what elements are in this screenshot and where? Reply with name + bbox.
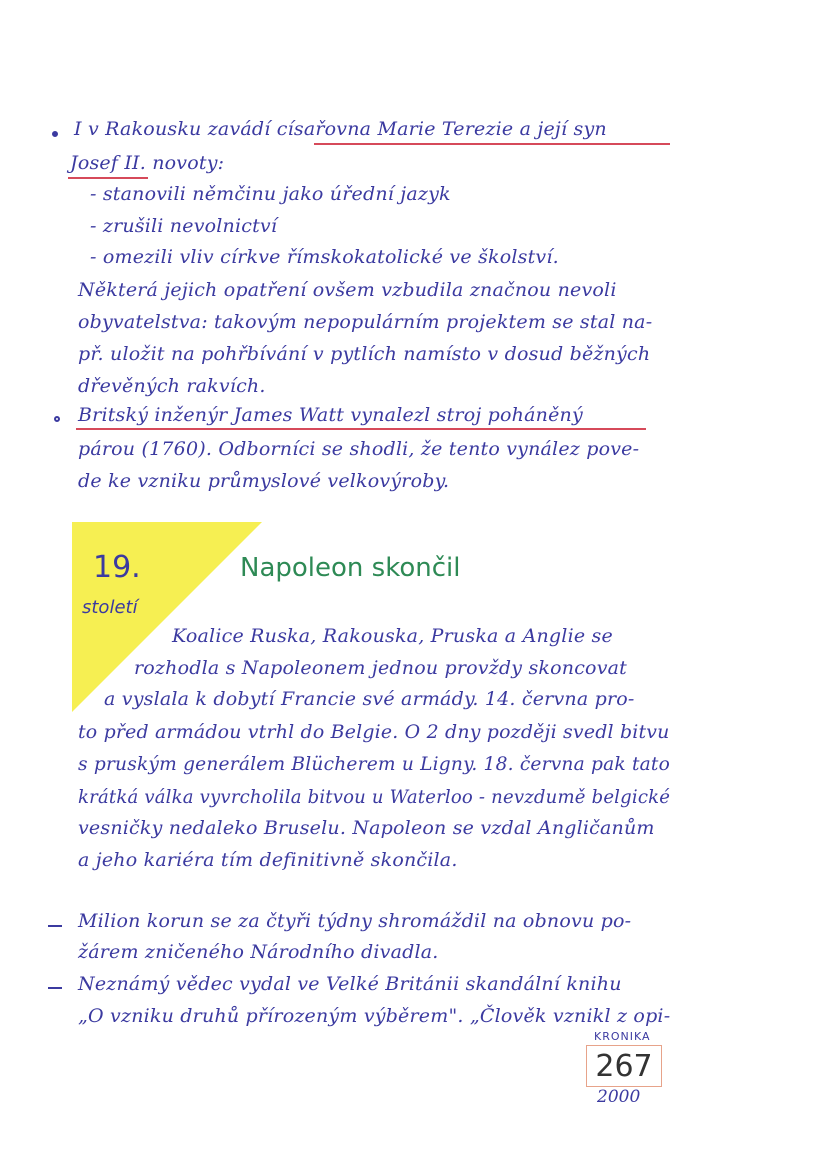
bullet-marker xyxy=(52,131,58,137)
text-line: s pruským generálem Blücherem u Ligny. 18. června pak tato xyxy=(78,753,670,775)
text-line: Neznámý vědec vydal ve Velké Británii skandální knihu xyxy=(78,973,622,995)
underline-mark xyxy=(76,428,646,430)
text-line: dřevěných rakvích. xyxy=(78,375,266,397)
text-line: - stanovili němčinu jako úřední jazyk xyxy=(90,183,451,205)
text-line: Milion korun se za čtyři týdny shromáždil na obnovu po- xyxy=(78,910,632,932)
underline-mark xyxy=(314,143,670,145)
dash-marker xyxy=(48,925,62,927)
text-line: párou (1760). Odborníci se shodli, že tento vynález pove- xyxy=(78,438,640,460)
section-heading: Napoleon skončil xyxy=(240,553,461,583)
century-number: 19. xyxy=(93,550,141,585)
text-line: „O vzniku druhů přírozeným výběrem". „Člověk vznikl z opi- xyxy=(78,1005,671,1027)
text-line: - omezili vliv církve římskokatolické ve školství. xyxy=(90,246,559,268)
kronika-label: KRONIKA xyxy=(594,1030,651,1043)
text-line: a vyslala k dobytí Francie své armády. 14. června pro- xyxy=(104,688,635,710)
text-line: žárem zničeného Národního divadla. xyxy=(78,941,439,963)
bullet-marker xyxy=(54,416,60,422)
text-line: Některá jejich opatření ovšem vzbudila značnou nevoli xyxy=(78,279,617,301)
text-line: de ke vzniku průmyslové velkovýroby. xyxy=(78,470,450,492)
text-line: př. uložit na pohřbívání v pytlích namísto v dosud běžných xyxy=(78,343,651,365)
dash-marker xyxy=(48,987,62,989)
text-line: I v Rakousku zavádí císařovna Marie Terezie a její syn xyxy=(74,118,607,140)
text-line: krátká válka vyvrcholila bitvou u Waterloo - nevzdumě belgické xyxy=(78,786,671,808)
underline-mark xyxy=(68,177,148,179)
text-line: to před armádou vtrhl do Belgie. O 2 dny později svedl bitvu xyxy=(78,721,670,743)
text-line: Josef II. novoty: xyxy=(70,152,225,174)
text-line: - zrušili nevolnictví xyxy=(90,215,278,237)
text-line: vesničky nedaleko Bruselu. Napoleon se vzdal Angličanům xyxy=(78,817,655,839)
page-number-box xyxy=(586,1045,662,1087)
text-line: rozhodla s Napoleonem jednou provždy skoncovat xyxy=(134,657,627,679)
text-line: obyvatelstva: takovým nepopulárním projektem se stal na- xyxy=(78,311,653,333)
page-number: 267 xyxy=(595,1048,653,1084)
year-label: 2000 xyxy=(597,1087,641,1107)
text-line: Koalice Ruska, Rakouska, Pruska a Anglie se xyxy=(172,625,613,647)
century-label: století xyxy=(82,597,138,618)
text-line: a jeho kariéra tím definitivně skončila. xyxy=(78,849,458,871)
text-line: Britský inženýr James Watt vynalezl stroj poháněný xyxy=(78,404,583,426)
